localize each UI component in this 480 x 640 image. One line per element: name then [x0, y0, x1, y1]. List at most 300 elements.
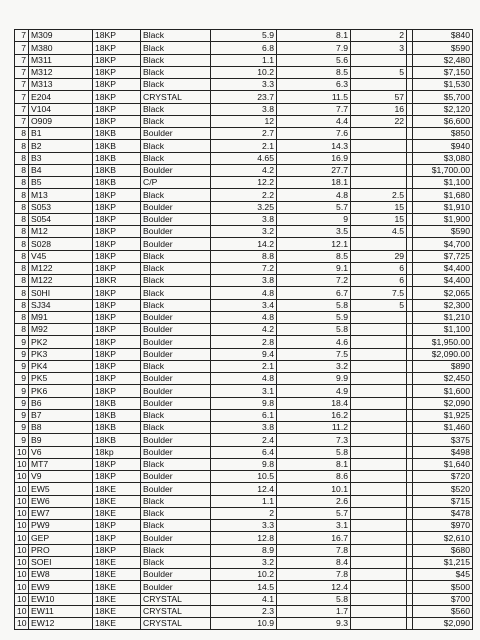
quantity-cell: 15 [351, 201, 407, 213]
quantity-cell: 15 [351, 213, 407, 225]
price-cell: $590 [413, 226, 473, 238]
material-code-cell: 18KP [93, 311, 141, 323]
material-code-cell: 18KB [93, 422, 141, 434]
price-cell: $2,300 [413, 299, 473, 311]
item-code-cell: M312 [29, 66, 93, 78]
item-code-cell: SJ34 [29, 299, 93, 311]
price-cell: $4,400 [413, 262, 473, 274]
group-number-cell: 10 [15, 471, 29, 483]
item-code-cell: MT7 [29, 458, 93, 470]
color-cell: Boulder [141, 336, 211, 348]
price-cell: $5,700 [413, 91, 473, 103]
table-row [15, 569, 473, 581]
group-number-cell: 10 [15, 483, 29, 495]
group-number-cell: 8 [15, 275, 29, 287]
color-cell: Black [141, 520, 211, 532]
material-code-cell: 18KB [93, 164, 141, 176]
color-cell: Black [141, 152, 211, 164]
group-number-cell: 10 [15, 593, 29, 605]
price-cell: $7,150 [413, 66, 473, 78]
table-row [15, 226, 473, 238]
color-cell: Black [141, 507, 211, 519]
color-cell: Black [141, 458, 211, 470]
quantity-cell [351, 618, 407, 630]
item-code-cell: B4 [29, 164, 93, 176]
value-b-cell: 10.1 [277, 483, 351, 495]
group-number-cell: 8 [15, 152, 29, 164]
color-cell: Boulder [141, 164, 211, 176]
table-row [15, 250, 473, 262]
item-code-cell: EW11 [29, 605, 93, 617]
value-a-cell: 4.1 [211, 593, 277, 605]
value-b-cell: 4.9 [277, 385, 351, 397]
color-cell: CRYSTAL [141, 91, 211, 103]
value-b-cell: 6.3 [277, 79, 351, 91]
quantity-cell [351, 544, 407, 556]
value-a-cell: 3.25 [211, 201, 277, 213]
color-cell: Black [141, 287, 211, 299]
material-code-cell: 18KB [93, 409, 141, 421]
material-code-cell: 18KP [93, 458, 141, 470]
value-b-cell: 7.8 [277, 544, 351, 556]
value-a-cell: 10.9 [211, 618, 277, 630]
group-number-cell: 9 [15, 397, 29, 409]
item-code-cell: M122 [29, 262, 93, 274]
quantity-cell: 5 [351, 299, 407, 311]
value-a-cell: 2.2 [211, 189, 277, 201]
group-number-cell: 8 [15, 128, 29, 140]
item-code-cell: PK5 [29, 373, 93, 385]
value-b-cell: 3.1 [277, 520, 351, 532]
table-row [15, 373, 473, 385]
table-row [15, 581, 473, 593]
table-row [15, 238, 473, 250]
item-code-cell: B5 [29, 177, 93, 189]
quantity-cell [351, 79, 407, 91]
group-number-cell: 9 [15, 360, 29, 372]
material-code-cell: 18KP [93, 373, 141, 385]
value-b-cell: 1.7 [277, 605, 351, 617]
group-number-cell: 10 [15, 569, 29, 581]
table-row [15, 409, 473, 421]
material-code-cell: 18KE [93, 556, 141, 568]
item-code-cell: SOEI [29, 556, 93, 568]
color-cell: Boulder [141, 532, 211, 544]
value-a-cell: 3.2 [211, 556, 277, 568]
color-cell: Black [141, 360, 211, 372]
value-a-cell: 2.4 [211, 434, 277, 446]
table-row [15, 483, 473, 495]
price-cell: $700 [413, 593, 473, 605]
color-cell: Black [141, 140, 211, 152]
color-cell: Boulder [141, 471, 211, 483]
material-code-cell: 18KP [93, 189, 141, 201]
price-cell: $1,530 [413, 79, 473, 91]
value-a-cell: 10.5 [211, 471, 277, 483]
quantity-cell: 29 [351, 250, 407, 262]
price-cell: $1,640 [413, 458, 473, 470]
value-b-cell: 5.7 [277, 507, 351, 519]
value-b-cell: 12.1 [277, 238, 351, 250]
value-a-cell: 12.8 [211, 532, 277, 544]
color-cell: Boulder [141, 581, 211, 593]
material-code-cell: 18KP [93, 115, 141, 127]
value-a-cell: 3.8 [211, 275, 277, 287]
price-cell: $498 [413, 446, 473, 458]
color-cell: Boulder [141, 324, 211, 336]
material-code-cell: 18KE [93, 593, 141, 605]
material-code-cell: 18KP [93, 54, 141, 66]
price-cell: $478 [413, 507, 473, 519]
table-row [15, 262, 473, 274]
price-cell: $500 [413, 581, 473, 593]
group-number-cell: 9 [15, 336, 29, 348]
price-cell: $520 [413, 483, 473, 495]
material-code-cell: 18KP [93, 238, 141, 250]
group-number-cell: 10 [15, 618, 29, 630]
value-a-cell: 1.1 [211, 54, 277, 66]
quantity-cell [351, 593, 407, 605]
value-a-cell: 3.8 [211, 422, 277, 434]
value-a-cell: 5.9 [211, 30, 277, 42]
item-code-cell: S028 [29, 238, 93, 250]
quantity-cell [351, 385, 407, 397]
value-b-cell: 5.8 [277, 299, 351, 311]
quantity-cell: 2 [351, 30, 407, 42]
quantity-cell [351, 605, 407, 617]
value-a-cell: 12.2 [211, 177, 277, 189]
value-a-cell: 4.2 [211, 164, 277, 176]
price-cell: $1,460 [413, 422, 473, 434]
quantity-cell [351, 177, 407, 189]
quantity-cell: 7.5 [351, 287, 407, 299]
table-row [15, 275, 473, 287]
table-row [15, 213, 473, 225]
value-b-cell: 12.4 [277, 581, 351, 593]
value-b-cell: 5.8 [277, 324, 351, 336]
color-cell: C/P [141, 177, 211, 189]
quantity-cell: 5 [351, 66, 407, 78]
table-row [15, 360, 473, 372]
value-a-cell: 7.2 [211, 262, 277, 274]
material-code-cell: 18KP [93, 226, 141, 238]
value-b-cell: 9.9 [277, 373, 351, 385]
material-code-cell: 18KP [93, 348, 141, 360]
material-code-cell: 18KP [93, 42, 141, 54]
color-cell: Boulder [141, 569, 211, 581]
price-cell: $2,480 [413, 54, 473, 66]
color-cell: Boulder [141, 226, 211, 238]
value-a-cell: 3.8 [211, 103, 277, 115]
quantity-cell: 57 [351, 91, 407, 103]
material-code-cell: 18KP [93, 30, 141, 42]
inventory-table-body [15, 30, 473, 630]
group-number-cell: 9 [15, 373, 29, 385]
color-cell: Boulder [141, 373, 211, 385]
quantity-cell [351, 140, 407, 152]
material-code-cell: 18KB [93, 397, 141, 409]
value-a-cell: 12.4 [211, 483, 277, 495]
price-cell: $1,950.00 [413, 336, 473, 348]
group-number-cell: 8 [15, 226, 29, 238]
material-code-cell: 18KP [93, 79, 141, 91]
item-code-cell: PK6 [29, 385, 93, 397]
value-a-cell: 23.7 [211, 91, 277, 103]
table-row [15, 556, 473, 568]
price-cell: $890 [413, 360, 473, 372]
value-a-cell: 2.1 [211, 360, 277, 372]
value-a-cell: 14.5 [211, 581, 277, 593]
group-number-cell: 9 [15, 422, 29, 434]
table-row [15, 544, 473, 556]
group-number-cell: 8 [15, 250, 29, 262]
price-cell: $3,080 [413, 152, 473, 164]
quantity-cell [351, 348, 407, 360]
material-code-cell: 18KP [93, 520, 141, 532]
quantity-cell [351, 507, 407, 519]
color-cell: Black [141, 30, 211, 42]
value-a-cell: 12 [211, 115, 277, 127]
material-code-cell: 18KP [93, 299, 141, 311]
item-code-cell: EW5 [29, 483, 93, 495]
price-cell: $1,600 [413, 385, 473, 397]
value-b-cell: 5.7 [277, 201, 351, 213]
value-b-cell: 16.7 [277, 532, 351, 544]
value-b-cell: 7.7 [277, 103, 351, 115]
table-row [15, 532, 473, 544]
table-row [15, 434, 473, 446]
value-a-cell: 3.1 [211, 385, 277, 397]
value-a-cell: 4.8 [211, 287, 277, 299]
quantity-cell [351, 311, 407, 323]
value-b-cell: 8.1 [277, 30, 351, 42]
group-number-cell: 10 [15, 507, 29, 519]
color-cell: Boulder [141, 213, 211, 225]
material-code-cell: 18KE [93, 569, 141, 581]
color-cell: Black [141, 250, 211, 262]
color-cell: Black [141, 79, 211, 91]
color-cell: Boulder [141, 201, 211, 213]
group-number-cell: 9 [15, 348, 29, 360]
table-row [15, 471, 473, 483]
price-cell: $2,090.00 [413, 348, 473, 360]
quantity-cell: 2.5 [351, 189, 407, 201]
item-code-cell: EW7 [29, 507, 93, 519]
item-code-cell: S054 [29, 213, 93, 225]
price-cell: $7,725 [413, 250, 473, 262]
color-cell: Black [141, 275, 211, 287]
material-code-cell: 18KE [93, 483, 141, 495]
value-a-cell: 3.4 [211, 299, 277, 311]
price-cell: $2,450 [413, 373, 473, 385]
material-code-cell: 18KP [93, 385, 141, 397]
color-cell: Black [141, 262, 211, 274]
item-code-cell: M122 [29, 275, 93, 287]
group-number-cell: 8 [15, 324, 29, 336]
value-a-cell: 4.2 [211, 324, 277, 336]
price-cell: $4,400 [413, 275, 473, 287]
group-number-cell: 8 [15, 189, 29, 201]
value-a-cell: 8.9 [211, 544, 277, 556]
value-b-cell: 7.3 [277, 434, 351, 446]
value-b-cell: 4.8 [277, 189, 351, 201]
item-code-cell: M380 [29, 42, 93, 54]
price-cell: $6,600 [413, 115, 473, 127]
value-b-cell: 4.4 [277, 115, 351, 127]
material-code-cell: 18KE [93, 581, 141, 593]
group-number-cell: 10 [15, 520, 29, 532]
table-row [15, 79, 473, 91]
value-b-cell: 16.9 [277, 152, 351, 164]
quantity-cell [351, 556, 407, 568]
value-b-cell: 7.2 [277, 275, 351, 287]
color-cell: Boulder [141, 238, 211, 250]
item-code-cell: PK3 [29, 348, 93, 360]
material-code-cell: 18KP [93, 360, 141, 372]
material-code-cell: 18KP [93, 336, 141, 348]
value-b-cell: 8.1 [277, 458, 351, 470]
color-cell: Black [141, 544, 211, 556]
price-cell: $1,210 [413, 311, 473, 323]
group-number-cell: 8 [15, 140, 29, 152]
material-code-cell: 18KP [93, 213, 141, 225]
item-code-cell: EW8 [29, 569, 93, 581]
table-row [15, 397, 473, 409]
table-row [15, 385, 473, 397]
table-row [15, 128, 473, 140]
quantity-cell [351, 520, 407, 532]
material-code-cell: 18KP [93, 287, 141, 299]
item-code-cell: B1 [29, 128, 93, 140]
price-cell: $1,680 [413, 189, 473, 201]
value-b-cell: 3.5 [277, 226, 351, 238]
quantity-cell [351, 495, 407, 507]
value-a-cell: 4.65 [211, 152, 277, 164]
item-code-cell: O909 [29, 115, 93, 127]
value-b-cell: 5.8 [277, 593, 351, 605]
item-code-cell: B3 [29, 152, 93, 164]
item-code-cell: V45 [29, 250, 93, 262]
material-code-cell: 18KP [93, 201, 141, 213]
value-b-cell: 7.6 [277, 128, 351, 140]
group-number-cell: 7 [15, 79, 29, 91]
table-row [15, 446, 473, 458]
quantity-cell: 3 [351, 42, 407, 54]
quantity-cell [351, 446, 407, 458]
value-a-cell: 10.2 [211, 569, 277, 581]
quantity-cell [351, 471, 407, 483]
value-b-cell: 7.5 [277, 348, 351, 360]
color-cell: Black [141, 495, 211, 507]
group-number-cell: 8 [15, 299, 29, 311]
item-code-cell: EW9 [29, 581, 93, 593]
quantity-cell: 16 [351, 103, 407, 115]
value-b-cell: 5.9 [277, 311, 351, 323]
price-cell: $1,700.00 [413, 164, 473, 176]
table-row [15, 103, 473, 115]
item-code-cell: EW10 [29, 593, 93, 605]
color-cell: Black [141, 422, 211, 434]
material-code-cell: 18KE [93, 605, 141, 617]
item-code-cell: PK4 [29, 360, 93, 372]
value-a-cell: 2.3 [211, 605, 277, 617]
quantity-cell [351, 373, 407, 385]
group-number-cell: 7 [15, 30, 29, 42]
group-number-cell: 7 [15, 115, 29, 127]
value-b-cell: 9 [277, 213, 351, 225]
table-row [15, 605, 473, 617]
value-b-cell: 18.1 [277, 177, 351, 189]
material-code-cell: 18KP [93, 250, 141, 262]
value-b-cell: 5.6 [277, 54, 351, 66]
value-a-cell: 9.4 [211, 348, 277, 360]
material-code-cell: 18KP [93, 324, 141, 336]
group-number-cell: 8 [15, 238, 29, 250]
material-code-cell: 18KP [93, 544, 141, 556]
value-a-cell: 3.3 [211, 520, 277, 532]
value-b-cell: 27.7 [277, 164, 351, 176]
quantity-cell [351, 238, 407, 250]
item-code-cell: PK2 [29, 336, 93, 348]
group-number-cell: 8 [15, 262, 29, 274]
value-b-cell: 2.6 [277, 495, 351, 507]
value-b-cell: 14.3 [277, 140, 351, 152]
item-code-cell: M313 [29, 79, 93, 91]
material-code-cell: 18KP [93, 262, 141, 274]
table-row [15, 91, 473, 103]
material-code-cell: 18KE [93, 618, 141, 630]
group-number-cell: 7 [15, 54, 29, 66]
color-cell: Black [141, 103, 211, 115]
price-cell: $970 [413, 520, 473, 532]
price-cell: $2,120 [413, 103, 473, 115]
color-cell: CRYSTAL [141, 605, 211, 617]
group-number-cell: 9 [15, 434, 29, 446]
table-row [15, 348, 473, 360]
quantity-cell [351, 360, 407, 372]
quantity-cell [351, 54, 407, 66]
quantity-cell [351, 324, 407, 336]
quantity-cell: 22 [351, 115, 407, 127]
group-number-cell: 7 [15, 66, 29, 78]
material-code-cell: 18KP [93, 471, 141, 483]
price-cell: $560 [413, 605, 473, 617]
material-code-cell: 18KP [93, 532, 141, 544]
group-number-cell: 10 [15, 544, 29, 556]
quantity-cell [351, 152, 407, 164]
table-row [15, 140, 473, 152]
quantity-cell [351, 336, 407, 348]
material-code-cell: 18KB [93, 128, 141, 140]
value-a-cell: 6.8 [211, 42, 277, 54]
table-row [15, 189, 473, 201]
table-row [15, 618, 473, 630]
price-cell: $1,925 [413, 409, 473, 421]
material-code-cell: 18KE [93, 507, 141, 519]
value-a-cell: 2 [211, 507, 277, 519]
item-code-cell: GEP [29, 532, 93, 544]
group-number-cell: 7 [15, 103, 29, 115]
value-b-cell: 5.8 [277, 446, 351, 458]
value-a-cell: 2.7 [211, 128, 277, 140]
material-code-cell: 18KP [93, 66, 141, 78]
table-row [15, 30, 473, 42]
color-cell: Boulder [141, 385, 211, 397]
table-row [15, 495, 473, 507]
value-a-cell: 6.1 [211, 409, 277, 421]
group-number-cell: 9 [15, 385, 29, 397]
color-cell: Black [141, 42, 211, 54]
